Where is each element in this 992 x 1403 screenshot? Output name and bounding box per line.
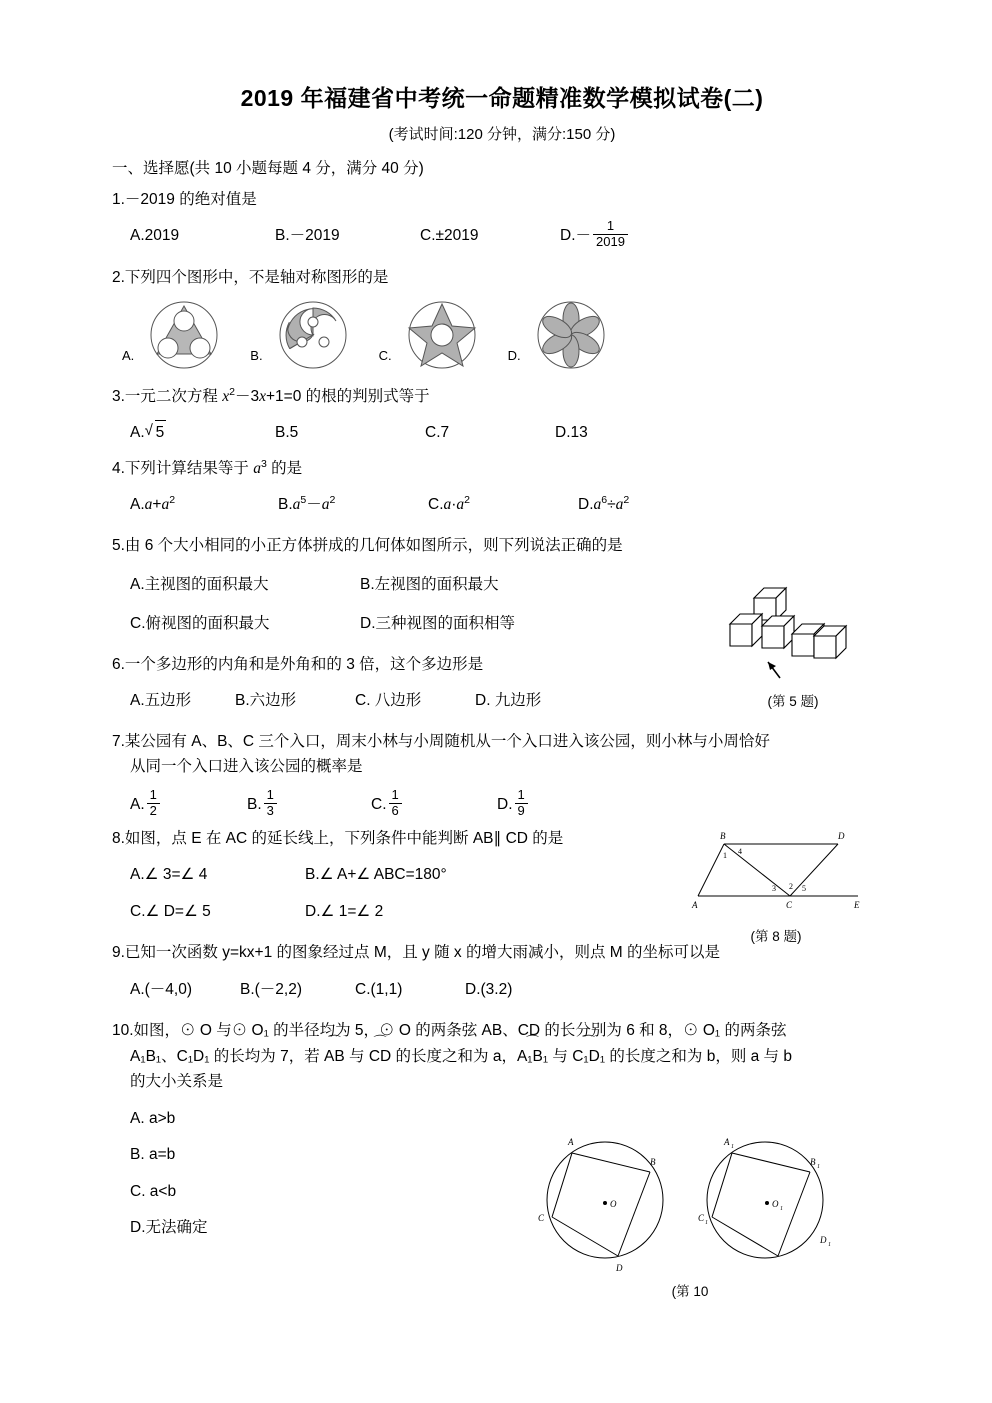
option-d[interactable]: D.∠ 1=∠ 2 bbox=[305, 903, 384, 921]
option-a[interactable]: A.2019 bbox=[130, 226, 180, 244]
option-a[interactable]: A.(－4,0) bbox=[130, 980, 193, 998]
question-5-figure bbox=[718, 578, 868, 710]
question-8-figure-caption: (第 8 题) bbox=[750, 929, 802, 944]
q3-var-x: x bbox=[222, 388, 230, 406]
option-d[interactable] bbox=[497, 786, 530, 821]
option-c-label: C. bbox=[428, 496, 444, 514]
option-a-label: A. bbox=[130, 796, 145, 814]
option-b[interactable]: B.六边形 bbox=[235, 692, 297, 710]
option-c[interactable]: C.7 bbox=[425, 423, 450, 441]
label-O1: O bbox=[772, 1199, 779, 1209]
option-c[interactable] bbox=[371, 786, 497, 821]
figure-label-c: C. bbox=[378, 347, 392, 363]
q4b-exp2: 2 bbox=[329, 494, 336, 507]
fraction-1-2 bbox=[147, 788, 160, 819]
option-b[interactable]: B.－2019 bbox=[275, 226, 340, 244]
figure-label-b: B. bbox=[250, 347, 263, 363]
q4a-op: + bbox=[152, 496, 162, 514]
question-2 bbox=[112, 266, 892, 373]
q3-exponent: 2 bbox=[229, 386, 235, 399]
option-b[interactable]: B. a=b bbox=[130, 1146, 176, 1164]
option-c[interactable]: C.俯视图的面积最大 bbox=[130, 614, 270, 632]
question-9 bbox=[112, 941, 892, 1003]
label-B1: B bbox=[810, 1157, 816, 1167]
option-a-label: A. bbox=[130, 424, 145, 442]
option-d[interactable]: D.13 bbox=[555, 423, 588, 441]
label-A1: A bbox=[724, 1137, 730, 1147]
angle-4: 4 bbox=[738, 847, 742, 856]
option-a[interactable]: A. a>b bbox=[130, 1109, 176, 1127]
question-7-options bbox=[112, 786, 892, 821]
label-E: E bbox=[854, 900, 860, 910]
question-3-options bbox=[112, 420, 892, 446]
question-4 bbox=[112, 456, 892, 518]
q4b-op: － bbox=[306, 496, 322, 514]
q10-l2-mid3: 与 bbox=[548, 1048, 573, 1066]
fraction-denominator: 3 bbox=[264, 803, 277, 819]
option-b-label: B. bbox=[278, 496, 293, 514]
label-B: B bbox=[720, 831, 726, 841]
option-d-label: D.－ bbox=[560, 227, 592, 245]
two-circles-chords-diagram bbox=[530, 1125, 850, 1275]
option-d[interactable]: D. 九边形 bbox=[475, 692, 542, 710]
q4a-exp2: 2 bbox=[169, 494, 176, 507]
svg-text:1: 1 bbox=[731, 1144, 734, 1150]
fraction-1-6 bbox=[389, 788, 402, 819]
fraction-denominator: 2019 bbox=[593, 234, 628, 250]
angle-5: 5 bbox=[802, 884, 806, 893]
fraction-1-2019 bbox=[593, 219, 628, 250]
fraction-1-3 bbox=[264, 788, 277, 819]
q4c-base1: a bbox=[443, 496, 452, 514]
q3-mid: －3 bbox=[234, 388, 260, 406]
fraction-numerator: 1 bbox=[266, 786, 274, 802]
label-A: A bbox=[692, 900, 698, 910]
label-A: A bbox=[568, 1137, 574, 1147]
option-d[interactable] bbox=[560, 217, 630, 252]
question-9-options bbox=[112, 978, 892, 1003]
question-10-stem-line1: 10.如图，⊙ O 与⊙ O₁ 的半径均为 5，⊙ O 的两条弦 AB、CD 的长分别为 6 和 8，⊙ O₁ 的两条弦 bbox=[112, 1021, 787, 1039]
question-7-stem-line2: 从同一个入口进入该公园的概率是 bbox=[130, 757, 363, 775]
label-D: D bbox=[838, 831, 845, 841]
q4d-base1: a bbox=[593, 496, 602, 514]
label-C: C bbox=[538, 1213, 545, 1223]
asymmetric-figure-pinwheel bbox=[267, 298, 359, 372]
question-2-figures bbox=[122, 298, 892, 372]
option-a[interactable]: A.五边形 bbox=[130, 692, 192, 710]
question-6-stem: 6.一个多边形的内角和是外角和的 3 倍，这个多边形是 bbox=[112, 655, 484, 673]
q4c-base2: a bbox=[456, 496, 465, 514]
label-D1: D bbox=[820, 1235, 827, 1245]
question-2-stem: 2.下列四个图形中，不是轴对称图形的是 bbox=[112, 268, 389, 286]
label-B: B bbox=[650, 1157, 656, 1167]
option-c[interactable]: C.±2019 bbox=[420, 226, 479, 244]
section-heading: 一、选择愿(共 10 小题每题 4 分，满分 40 分) bbox=[112, 160, 424, 177]
fraction-numerator: 1 bbox=[149, 786, 157, 802]
q3-post: +1=0 的根的判别式等于 bbox=[266, 388, 430, 406]
fraction-numerator: 1 bbox=[606, 217, 615, 233]
option-a[interactable]: A.∠ 3=∠ 4 bbox=[130, 866, 208, 884]
q4b-base1: a bbox=[292, 496, 301, 514]
option-c[interactable]: C. 八边形 bbox=[355, 692, 422, 710]
fraction-numerator: 1 bbox=[391, 786, 399, 802]
q4b-base2: a bbox=[321, 496, 330, 514]
option-b[interactable] bbox=[247, 786, 371, 821]
q4d-exp2: 2 bbox=[623, 494, 630, 507]
figure-option-b[interactable] bbox=[250, 298, 358, 372]
q4b-exp1: 5 bbox=[300, 494, 307, 507]
fraction-denominator: 9 bbox=[515, 803, 528, 819]
question-1-stem: 1.－2019 的绝对值是 bbox=[112, 191, 257, 208]
angle-1: 1 bbox=[723, 851, 727, 860]
cube-stack-diagram bbox=[718, 578, 858, 683]
question-3 bbox=[112, 384, 892, 446]
figure-option-a[interactable] bbox=[122, 298, 230, 372]
arc-a1b1: ⌒ A₁B₁ bbox=[517, 1043, 548, 1070]
option-b[interactable]: B.左视图的面积最大 bbox=[360, 575, 499, 593]
option-d[interactable]: D.无法确定 bbox=[130, 1219, 208, 1237]
fraction-denominator: 6 bbox=[389, 803, 402, 819]
q4c-exp2: 2 bbox=[464, 494, 471, 507]
q4d-op: ÷ bbox=[607, 496, 616, 514]
q10-l2-post: 的长度之和为 b，则 a 与 b bbox=[605, 1048, 792, 1066]
question-1-options bbox=[112, 217, 892, 252]
option-a[interactable] bbox=[130, 420, 275, 446]
option-b[interactable]: B.∠ A+∠ ABC=180° bbox=[305, 866, 447, 884]
q3-var-x2: x bbox=[259, 388, 266, 406]
q10-l2-mid: 与 bbox=[344, 1048, 369, 1066]
question-10-figure-caption: (第 10 bbox=[671, 1284, 709, 1299]
q4a-base1: a bbox=[144, 496, 153, 514]
question-10-figure bbox=[530, 1125, 850, 1300]
option-d-label: D. bbox=[578, 496, 594, 514]
angle-2: 2 bbox=[789, 882, 793, 891]
q4a-base2: a bbox=[161, 496, 170, 514]
q10-l2-pre: A₁B₁、C₁D₁ 的长均为 7，若 bbox=[130, 1048, 325, 1066]
question-1 bbox=[112, 188, 892, 252]
q4d-base2: a bbox=[615, 496, 624, 514]
question-9-stem: 9.已知一次函数 y=kx+1 的图象经过点 M，且 y 随 x 的增大雨减小，则点 M 的坐标可以是 bbox=[112, 943, 720, 961]
option-c[interactable]: C.∠ D=∠ 5 bbox=[130, 903, 211, 921]
svg-text:1: 1 bbox=[828, 1242, 831, 1248]
angle-3: 3 bbox=[772, 884, 776, 893]
question-10-stem-line2 bbox=[112, 1043, 892, 1070]
option-a[interactable] bbox=[130, 786, 247, 821]
option-d[interactable]: D.三种视图的面积相等 bbox=[360, 614, 516, 632]
q10-l2-mid2: 的长度之和为 a， bbox=[391, 1048, 517, 1066]
question-5-figure-caption: (第 5 题) bbox=[767, 694, 819, 709]
option-b[interactable]: B.(－2,2) bbox=[240, 980, 303, 998]
label-C1: C bbox=[698, 1213, 705, 1223]
fraction-numerator: 1 bbox=[517, 786, 525, 802]
figure-option-d[interactable] bbox=[508, 298, 617, 372]
question-5-stem: 5.由 6 个大小相同的小正方体拼成的几何体如图所示，则下列说法正确的是 bbox=[112, 537, 623, 555]
option-d[interactable] bbox=[578, 492, 629, 518]
figure-label-a: A. bbox=[122, 347, 135, 363]
arc-c1d1: ⌒ C₁D₁ bbox=[572, 1043, 605, 1070]
page-title: 2019 年福建省中考统一命题精准数学模拟试卷(二) bbox=[240, 85, 764, 111]
sqrt-5 bbox=[145, 420, 167, 446]
figure-label-d: D. bbox=[507, 347, 521, 363]
q3-pre: 3.一元二次方程 bbox=[112, 388, 223, 406]
question-8-stem: 8.如图，点 E 在 AC 的延长线上，下列条件中能判断 AB∥ CD 的是 bbox=[112, 829, 564, 847]
q4-exponent: 3 bbox=[260, 458, 267, 471]
label-C: C bbox=[786, 900, 793, 910]
option-b-label: B. bbox=[247, 796, 262, 814]
question-7 bbox=[112, 730, 892, 820]
question-8-figure bbox=[686, 828, 866, 945]
svg-text:1: 1 bbox=[817, 1164, 820, 1170]
q4-pre: 4.下列计算结果等于 bbox=[112, 460, 254, 478]
symmetric-figure-triangle-circle bbox=[138, 298, 230, 372]
option-d[interactable]: D.(3.2) bbox=[465, 980, 513, 998]
parallel-lines-diagram bbox=[686, 828, 866, 918]
option-c-label: C. bbox=[371, 796, 387, 814]
sqrt-radicand: 5 bbox=[155, 420, 167, 446]
option-c[interactable]: C.(1,1) bbox=[355, 980, 403, 998]
q4-post: 的是 bbox=[266, 460, 303, 478]
question-4-stem bbox=[112, 456, 892, 482]
symmetric-figure-flower bbox=[525, 298, 617, 372]
figure-option-c[interactable] bbox=[379, 298, 488, 372]
option-a-label: A. bbox=[130, 496, 145, 514]
question-7-stem-line1: 7.某公园有 A、B、C 三个入口，周末小林与小周随机从一个入口进入该公园，则小林与小周恰好 bbox=[112, 733, 770, 751]
symmetric-figure-star bbox=[396, 298, 488, 372]
option-c[interactable]: C. a<b bbox=[130, 1182, 177, 1200]
svg-text:1: 1 bbox=[780, 1206, 783, 1212]
label-D: D bbox=[616, 1263, 623, 1273]
svg-text:1: 1 bbox=[705, 1220, 708, 1226]
fraction-1-9 bbox=[515, 788, 528, 819]
option-d-label: D. bbox=[497, 796, 513, 814]
q4c-op: · bbox=[451, 496, 457, 514]
option-b[interactable] bbox=[278, 492, 428, 518]
question-4-options bbox=[112, 492, 892, 518]
exam-subtitle: (考试时间:120 分钟，满分:150 分) bbox=[388, 126, 616, 143]
option-b[interactable]: B.5 bbox=[275, 423, 299, 441]
arc-ab: ⌒ AB bbox=[324, 1043, 345, 1070]
q4d-exp1: 6 bbox=[601, 494, 608, 507]
arc-cd: ⌒ CD bbox=[369, 1043, 391, 1070]
option-a[interactable]: A.主视图的面积最大 bbox=[130, 575, 269, 593]
label-O: O bbox=[610, 1199, 617, 1209]
question-3-stem bbox=[112, 384, 892, 410]
fraction-denominator: 2 bbox=[147, 803, 160, 819]
question-10-stem-line3: 的大小关系是 bbox=[130, 1073, 224, 1091]
q4-var-a: a bbox=[253, 460, 261, 478]
option-a[interactable] bbox=[130, 492, 278, 518]
option-c[interactable] bbox=[428, 492, 578, 518]
